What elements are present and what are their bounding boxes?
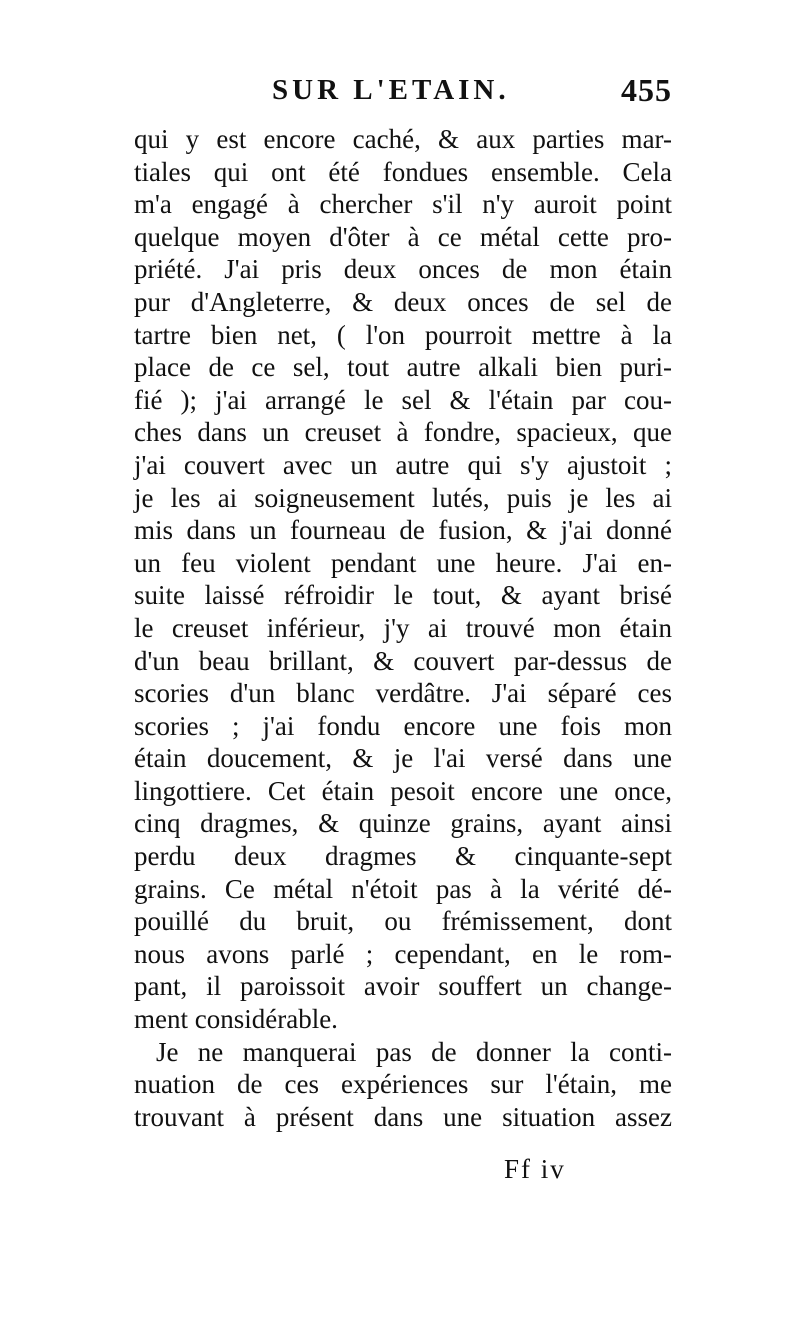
text-line: tiales qui ont été fondues ensemble. Cela — [134, 156, 672, 187]
running-title: SUR L'ETAIN. — [272, 74, 510, 106]
text-line: perdu deux dragmes & cinquante-sept — [134, 841, 672, 872]
text-line: le creuset inférieur, j'y ai trouvé mon étain — [134, 612, 672, 643]
text-line: un feu violent pendant une heure. J'ai en- — [134, 547, 672, 578]
text-line: suite laissé réfroidir le tout, & ayant brisé — [134, 580, 672, 611]
body-text — [134, 123, 672, 1133]
text-line: fié ); j'ai arrangé le sel & l'étain par cou- — [134, 384, 672, 415]
text-line: pouillé du bruit, ou frémissement, dont — [134, 906, 672, 937]
text-line: pant, il paroissoit avoir souffert un change- — [134, 971, 672, 1002]
text-line-paragraph-start: Je ne manquerai pas de donner la conti- — [156, 1036, 672, 1067]
text-line: nous avons parlé ; cependant, en le rom- — [134, 938, 672, 969]
text-line: grains. Ce métal n'étoit pas à la vérité dé- — [134, 873, 672, 904]
text-line-paragraph-end: ment considérable. — [134, 1004, 338, 1035]
text-line: mis dans un fourneau de fusion, & j'ai donné — [134, 515, 672, 546]
text-line: priété. J'ai pris deux onces de mon étain — [134, 254, 672, 285]
text-line: place de ce sel, tout autre alkali bien puri- — [134, 352, 672, 383]
text-line: j'ai couvert avec un autre qui s'y ajustoit ; — [134, 449, 672, 480]
text-line: cinq dragmes, & quinze grains, ayant ainsi — [134, 808, 672, 839]
text-line: lingottiere. Cet étain pesoit encore une once, — [134, 775, 672, 806]
running-head — [132, 74, 672, 114]
text-line: trouvant à présent dans une situation assez — [134, 1101, 672, 1132]
text-line: scories ; j'ai fondu encore une fois mon — [134, 710, 672, 741]
text-line: quelque moyen d'ôter à ce métal cette pro- — [134, 221, 672, 252]
text-line: tartre bien net, ( l'on pourroit mettre à la — [134, 319, 672, 350]
text-line: pur d'Angleterre, & deux onces de sel de — [134, 286, 672, 317]
text-line: étain doucement, & je l'ai versé dans une — [134, 743, 672, 774]
page-number: 455 — [621, 72, 672, 108]
text-line: je les ai soigneusement lutés, puis je les ai — [134, 482, 672, 513]
text-line: m'a engagé à chercher s'il n'y auroit point — [134, 189, 672, 220]
text-line: d'un beau brillant, & couvert par-dessus de — [134, 645, 672, 676]
text-line: nuation de ces expériences sur l'étain, me — [134, 1069, 672, 1100]
text-line: scories d'un blanc verdâtre. J'ai séparé ces — [134, 678, 672, 709]
signature-mark: Ff iv — [504, 1154, 566, 1184]
text-line: qui y est encore caché, & aux parties mar- — [134, 124, 672, 154]
text-line: ches dans un creuset à fondre, spacieux, que — [134, 417, 672, 448]
